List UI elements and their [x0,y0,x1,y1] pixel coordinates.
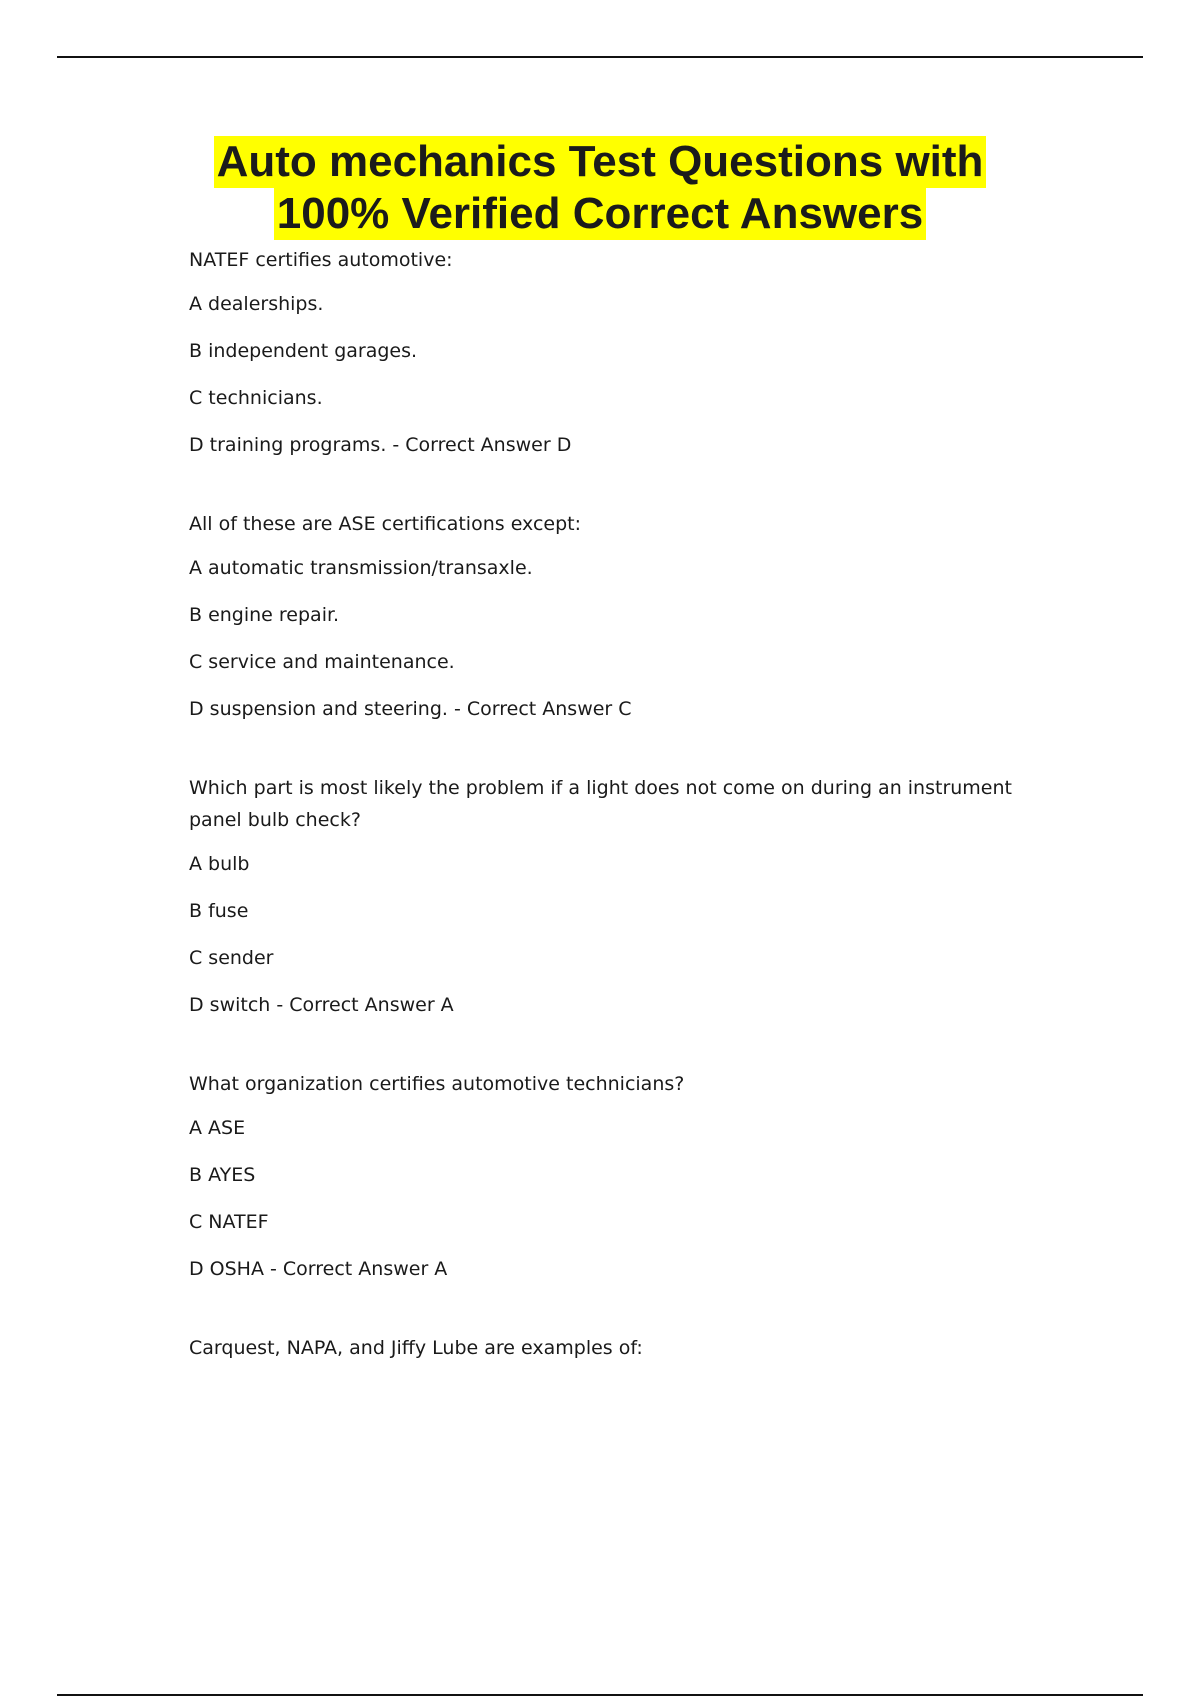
answer-option: C technicians. [189,387,323,409]
document-title [0,136,1200,240]
title-line-2: 100% Verified Correct Answers [274,188,926,240]
answer-option: A dealerships. [189,293,324,315]
question-block [189,1332,1069,1364]
answer-option: A automatic transmission/transaxle. [189,557,533,579]
answer-option: C service and maintenance. [189,651,455,673]
question-text: Carquest, NAPA, and Jiffy Lube are examples of: [189,1337,643,1359]
question-block [189,1068,1069,1281]
answer-option: B engine repair. [189,604,340,626]
question-block [189,244,1069,457]
question-text: All of these are ASE certifications except: [189,513,582,535]
answer-option: A ASE [189,1117,246,1139]
answer-option: A bulb [189,853,250,875]
answer-option-with-correct-answer: D OSHA - Correct Answer A [189,1258,448,1280]
question-block [189,508,1069,721]
question-text: Which part is most likely the problem if a light does not come on during an instrument panel bulb check? [189,777,1012,831]
answer-option-with-correct-answer: D switch - Correct Answer A [189,994,454,1016]
answer-option: B independent garages. [189,340,418,362]
footer-rule [57,1694,1143,1696]
answer-option: C NATEF [189,1211,269,1233]
question-text: NATEF certifies automotive: [189,249,453,271]
answer-option: B AYES [189,1164,256,1186]
question-text: What organization certifies automotive technicians? [189,1073,685,1095]
answer-option-with-correct-answer: D training programs. - Correct Answer D [189,434,572,456]
answer-option: C sender [189,947,274,969]
answer-option-with-correct-answer: D suspension and steering. - Correct Answer C [189,698,632,720]
question-block [189,772,1069,1017]
header-rule [57,56,1143,58]
question-list [189,244,1069,1415]
answer-option: B fuse [189,900,249,922]
title-line-1: Auto mechanics Test Questions with [214,136,987,188]
